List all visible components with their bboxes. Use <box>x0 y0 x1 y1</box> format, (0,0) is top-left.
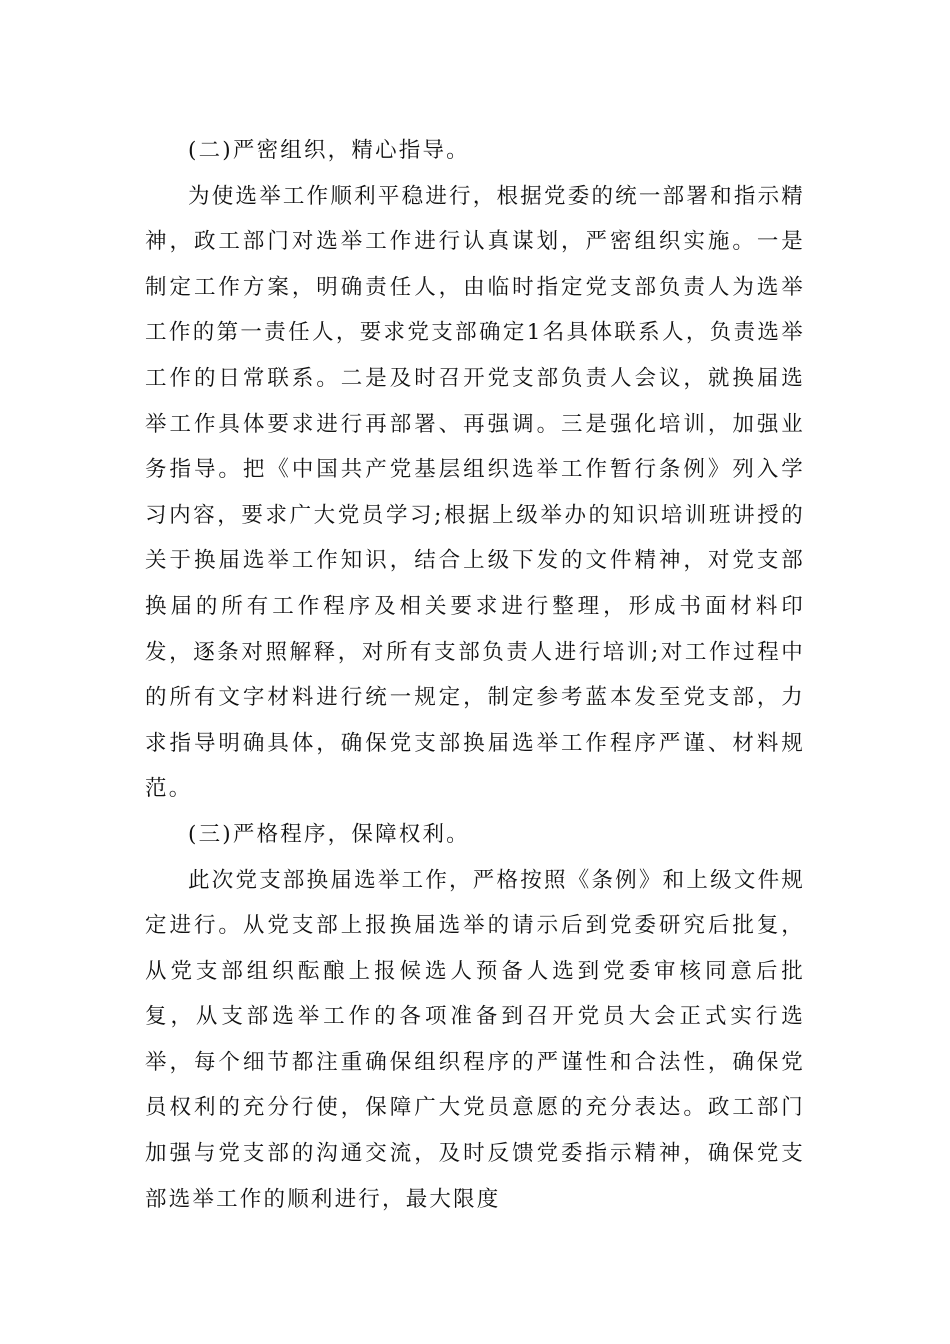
section-paragraph-3: 此次党支部换届选举工作，严格按照《条例》和上级文件规定进行。从党支部上报换届选举的请示后到党委研究后批复，从党支部组织酝酿上报候选人预备人选到党委审核同意后批复，从支部选举工作的各项准备到召开党员大会正式实行选举，每个细节都注重确保组织程序的严谨性和合法性，确保党员权利的充分行使，保障广大党员意愿的充分表达。政工部门加强与党支部的沟通交流，及时反馈党委指示精神，确保党支部选举工作的顺利进行，最大限度 <box>145 867 805 1212</box>
section-paragraph-2: 为使选举工作顺利平稳进行，根据党委的统一部署和指示精神，政工部门对选举工作进行认真谋划，严密组织实施。一是制定工作方案，明确责任人，由临时指定党支部负责人为选举工作的第一责任人，要求党支部确定1名具体联系人，负责选举工作的日常联系。二是及时召开党支部负责人会议，就换届选举工作具体要求进行再部署、再强调。三是强化培训，加强业务指导。把《中国共产党基层组织选举工作暂行条例》列入学习内容，要求广大党员学习;根据上级举办的知识培训班讲授的关于换届选举工作知识，结合上级下发的文件精神，对党支部换届的所有工作程序及相关要求进行整理，形成书面材料印发，逐条对照解释，对所有支部负责人进行培训;对工作过程中的所有文字材料进行统一规定，制定参考蓝本发至党支部，力求指导明确具体，确保党支部换届选举工作程序严谨、材料规范。 <box>145 183 805 802</box>
section-heading-2: (二)严密组织，精心指导。 <box>188 138 470 163</box>
section-heading-3: (三)严格程序，保障权利。 <box>188 821 470 847</box>
document-body <box>145 128 805 1222</box>
